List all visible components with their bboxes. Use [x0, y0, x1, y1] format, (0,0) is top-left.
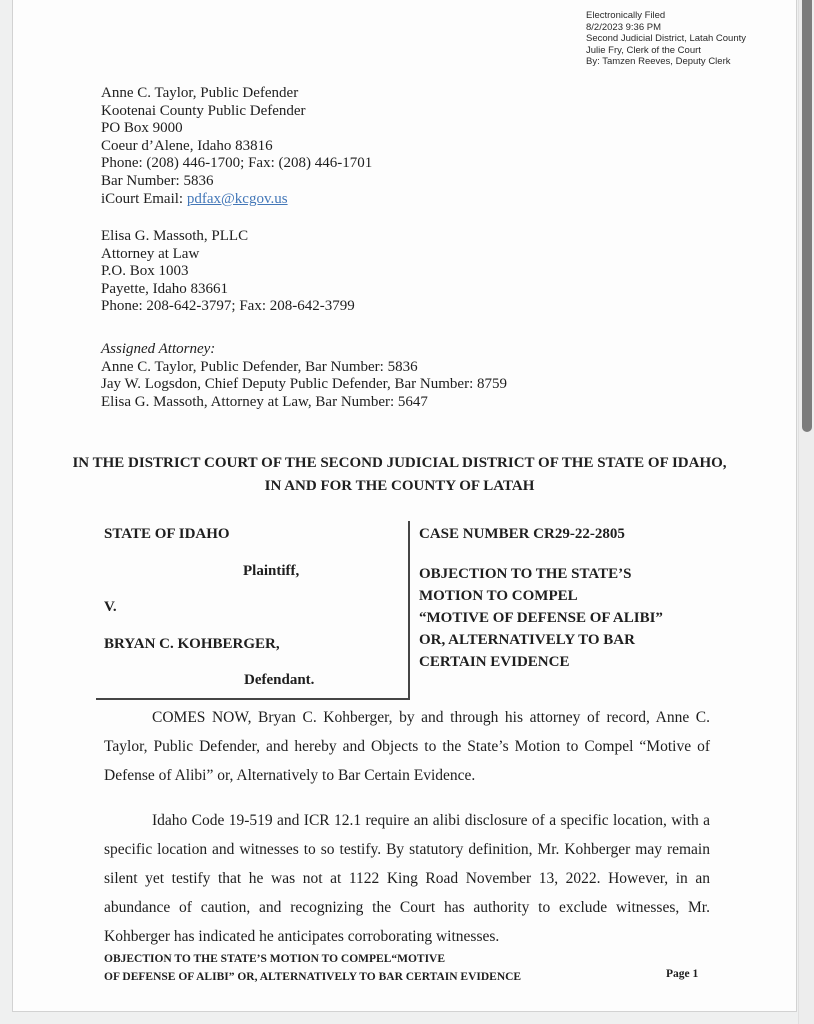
attorney-line: P.O. Box 1003	[101, 263, 189, 280]
scrollbar-thumb[interactable]	[802, 0, 812, 432]
case-caption	[13, 518, 796, 702]
icourt-email-line	[101, 191, 372, 209]
icourt-email-link[interactable]: pdfax@kcgov.us	[186, 190, 288, 207]
attorney-line: Bar Number: 5836	[101, 172, 214, 189]
page-number: Page 1	[666, 968, 699, 980]
document-title-line: OBJECTION TO THE STATE’S	[419, 566, 632, 582]
assigned-attorney-line: Jay W. Logsdon, Chief Deputy Public Defender, Bar Number: 8759	[101, 376, 507, 393]
document-title-line: MOTION TO COMPEL	[419, 588, 578, 604]
attorney-line: PO Box 9000	[101, 120, 183, 137]
assigned-attorney-line: Elisa G. Massoth, Attorney at Law, Bar Number: 5647	[101, 393, 428, 410]
footer-title-line: OF DEFENSE OF ALIBI” OR, ALTERNATIVELY TO BAR CERTAIN EVIDENCE	[104, 970, 522, 983]
attorney-block-taylor	[101, 85, 372, 208]
plaintiff-role: Plaintiff,	[243, 563, 300, 579]
document-title	[419, 563, 663, 673]
document-title-line: OR, ALTERNATIVELY TO BAR	[419, 632, 635, 648]
icourt-email-label: iCourt Email:	[101, 190, 187, 207]
assigned-attorney-line: Anne C. Taylor, Public Defender, Bar Number: 5836	[101, 358, 418, 375]
defendant-role: Defendant.	[244, 672, 315, 688]
attorney-line: Anne C. Taylor, Public Defender	[101, 85, 299, 101]
attorney-line: Coeur d’Alene, Idaho 83816	[101, 137, 273, 154]
defendant-name: BRYAN C. KOHBERGER,	[104, 636, 280, 652]
document-title-line: “MOTIVE OF DEFENSE OF ALIBI”	[419, 610, 663, 626]
document-page	[12, 0, 797, 1012]
attorney-line: Phone: 208-642-3797; Fax: 208-642-3799	[101, 298, 355, 315]
body-paragraph-1: COMES NOW, Bryan C. Kohberger, by and through his attorney of record, Anne C. Taylor, Public Defender, and hereby and Objects to the State’s Motion to Compel “Motive of Defense of Alibi” or, Alternatively to Bar Certain Evidence.	[104, 709, 710, 784]
footer-title	[104, 951, 521, 986]
stamp-line: By: Tamzen Reeves, Deputy Clerk	[586, 56, 731, 68]
attorney-line: Elisa G. Massoth, PLLC	[101, 228, 249, 244]
attorney-line: Attorney at Law	[101, 245, 200, 262]
court-heading: IN THE DISTRICT COURT OF THE SECOND JUDICIAL DISTRICT OF THE STATE OF IDAHO, IN AND FOR THE COUNTY OF LATAH	[72, 455, 727, 494]
assigned-attorney-label: Assigned Attorney:	[101, 341, 216, 357]
document-title-line: CERTAIN EVIDENCE	[419, 654, 570, 670]
footer-title-line: OBJECTION TO THE STATE’S MOTION TO COMPEL“MOTIVE	[104, 953, 446, 965]
plaintiff-name: STATE OF IDAHO	[104, 526, 230, 542]
efiling-stamp	[586, 10, 746, 68]
attorney-line: Phone: (208) 446-1700; Fax: (208) 446-1701	[101, 155, 373, 172]
stamp-line: Second Judicial District, Latah County	[586, 33, 746, 45]
attorney-block-massoth	[101, 228, 355, 316]
attorney-line: Kootenai County Public Defender	[101, 102, 306, 119]
body-paragraph-2: Idaho Code 19-519 and ICR 12.1 require an alibi disclosure of a specific location, with a specific location and witnesses to so testify. By statutory definition, Mr. Kohberger may remain silent yet testify that he was not at 1122 King Road November 13, 2022. However, in an abundance of caution, and recognizing the Court has authority to exclude witnesses, Mr. Kohberger has indicated he anticipates corroborating witnesses.	[104, 812, 710, 945]
stamp-line: 8/2/2023 9:36 PM	[586, 21, 661, 33]
stamp-line: Julie Fry, Clerk of the Court	[586, 44, 701, 56]
stamp-line: Electronically Filed	[586, 10, 666, 21]
scrollbar-track[interactable]	[798, 0, 814, 1024]
case-number: CASE NUMBER CR29-22-2805	[419, 526, 625, 542]
versus-label: V.	[104, 599, 117, 615]
attorney-line: Payette, Idaho 83661	[101, 280, 229, 297]
assigned-attorney-block	[101, 341, 507, 411]
